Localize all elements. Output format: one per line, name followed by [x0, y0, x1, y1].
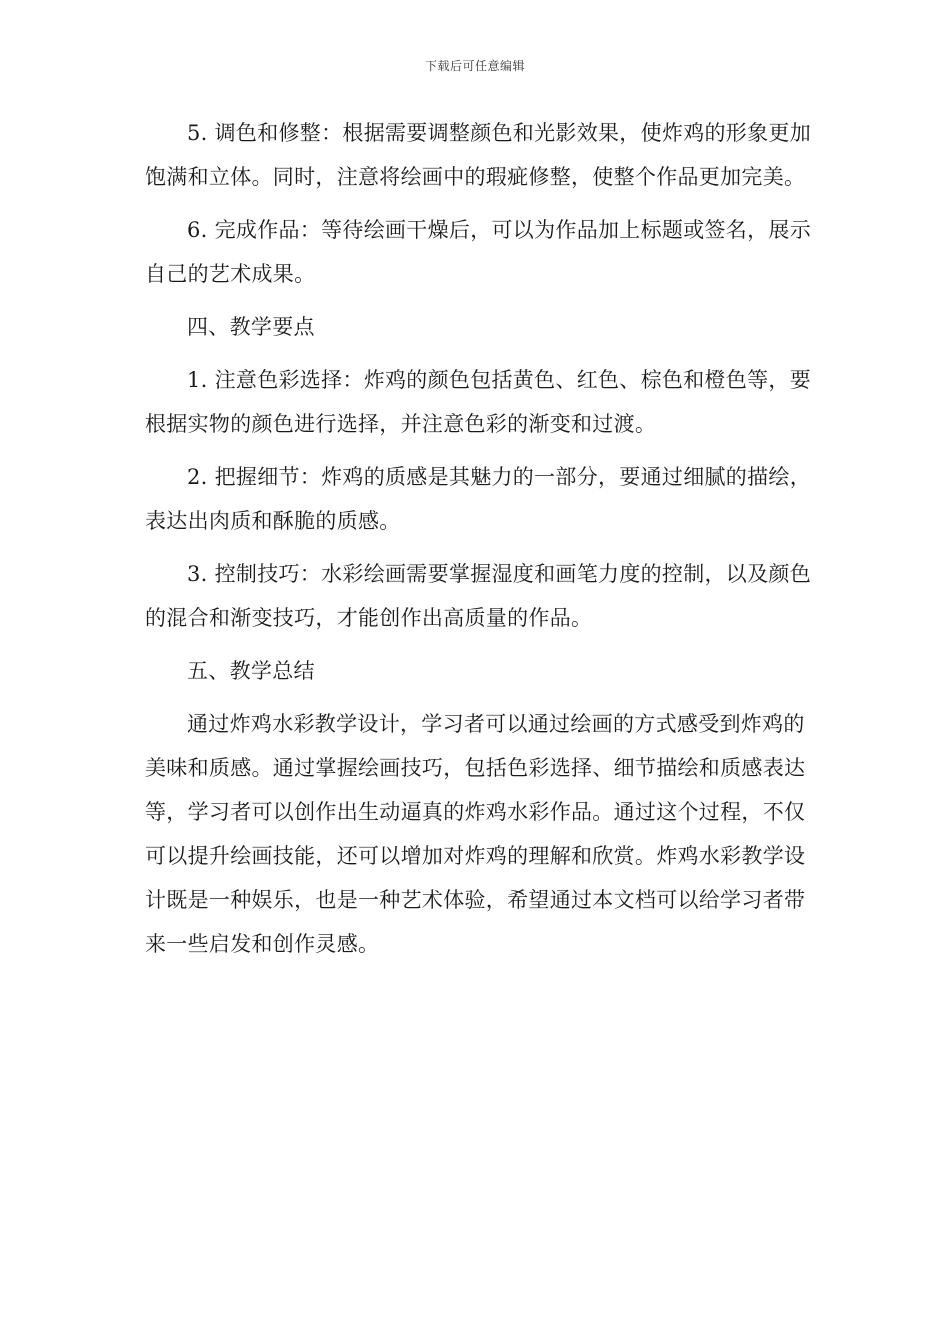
page-header: 下载后可任意编辑: [424, 59, 525, 73]
paragraph-point-1: 1. 注意色彩选择：炸鸡的颜色包括黄色、红色、棕色和橙色等，要根据实物的颜色进行选择，并注意色彩的渐变和过渡。: [145, 368, 812, 436]
paragraph-point-2: 2. 把握细节：炸鸡的质感是其魅力的一部分，要通过细腻的描绘，表达出肉质和酥脆的质感。: [145, 465, 812, 533]
paragraph-point-3: 3. 控制技巧：水彩绘画需要掌握湿度和画笔力度的控制，以及颜色的混合和渐变技巧，才能创作出高质量的作品。: [145, 562, 812, 630]
paragraph-summary: 通过炸鸡水彩教学设计，学习者可以通过绘画的方式感受到炸鸡的美味和质感。通过掌握绘画技巧，包括色彩选择、细节描绘和质感表达等，学习者可以创作出生动逼真的炸鸡水彩作品。通过这个过程，不仅可以提升绘画技能，还可以增加对炸鸡的理解和欣赏。炸鸡水彩教学设计既是一种娱乐，也是一种艺术体验，希望通过本文档可以给学习者带来一些启发和创作灵感。: [145, 712, 806, 956]
paragraph-step-6: 6. 完成作品：等待绘画干燥后，可以为作品加上标题或签名，展示自己的艺术成果。: [145, 218, 812, 286]
paragraph-step-5: 5. 调色和修整：根据需要调整颜色和光影效果，使炸鸡的形象更加饱满和立体。同时，注意将绘画中的瑕疵修整，使整个作品更加完美。: [145, 121, 812, 189]
section-heading-teaching-points: 四、教学要点: [187, 315, 315, 339]
section-heading-summary: 五、教学总结: [187, 659, 315, 683]
document-body: [145, 111, 815, 966]
